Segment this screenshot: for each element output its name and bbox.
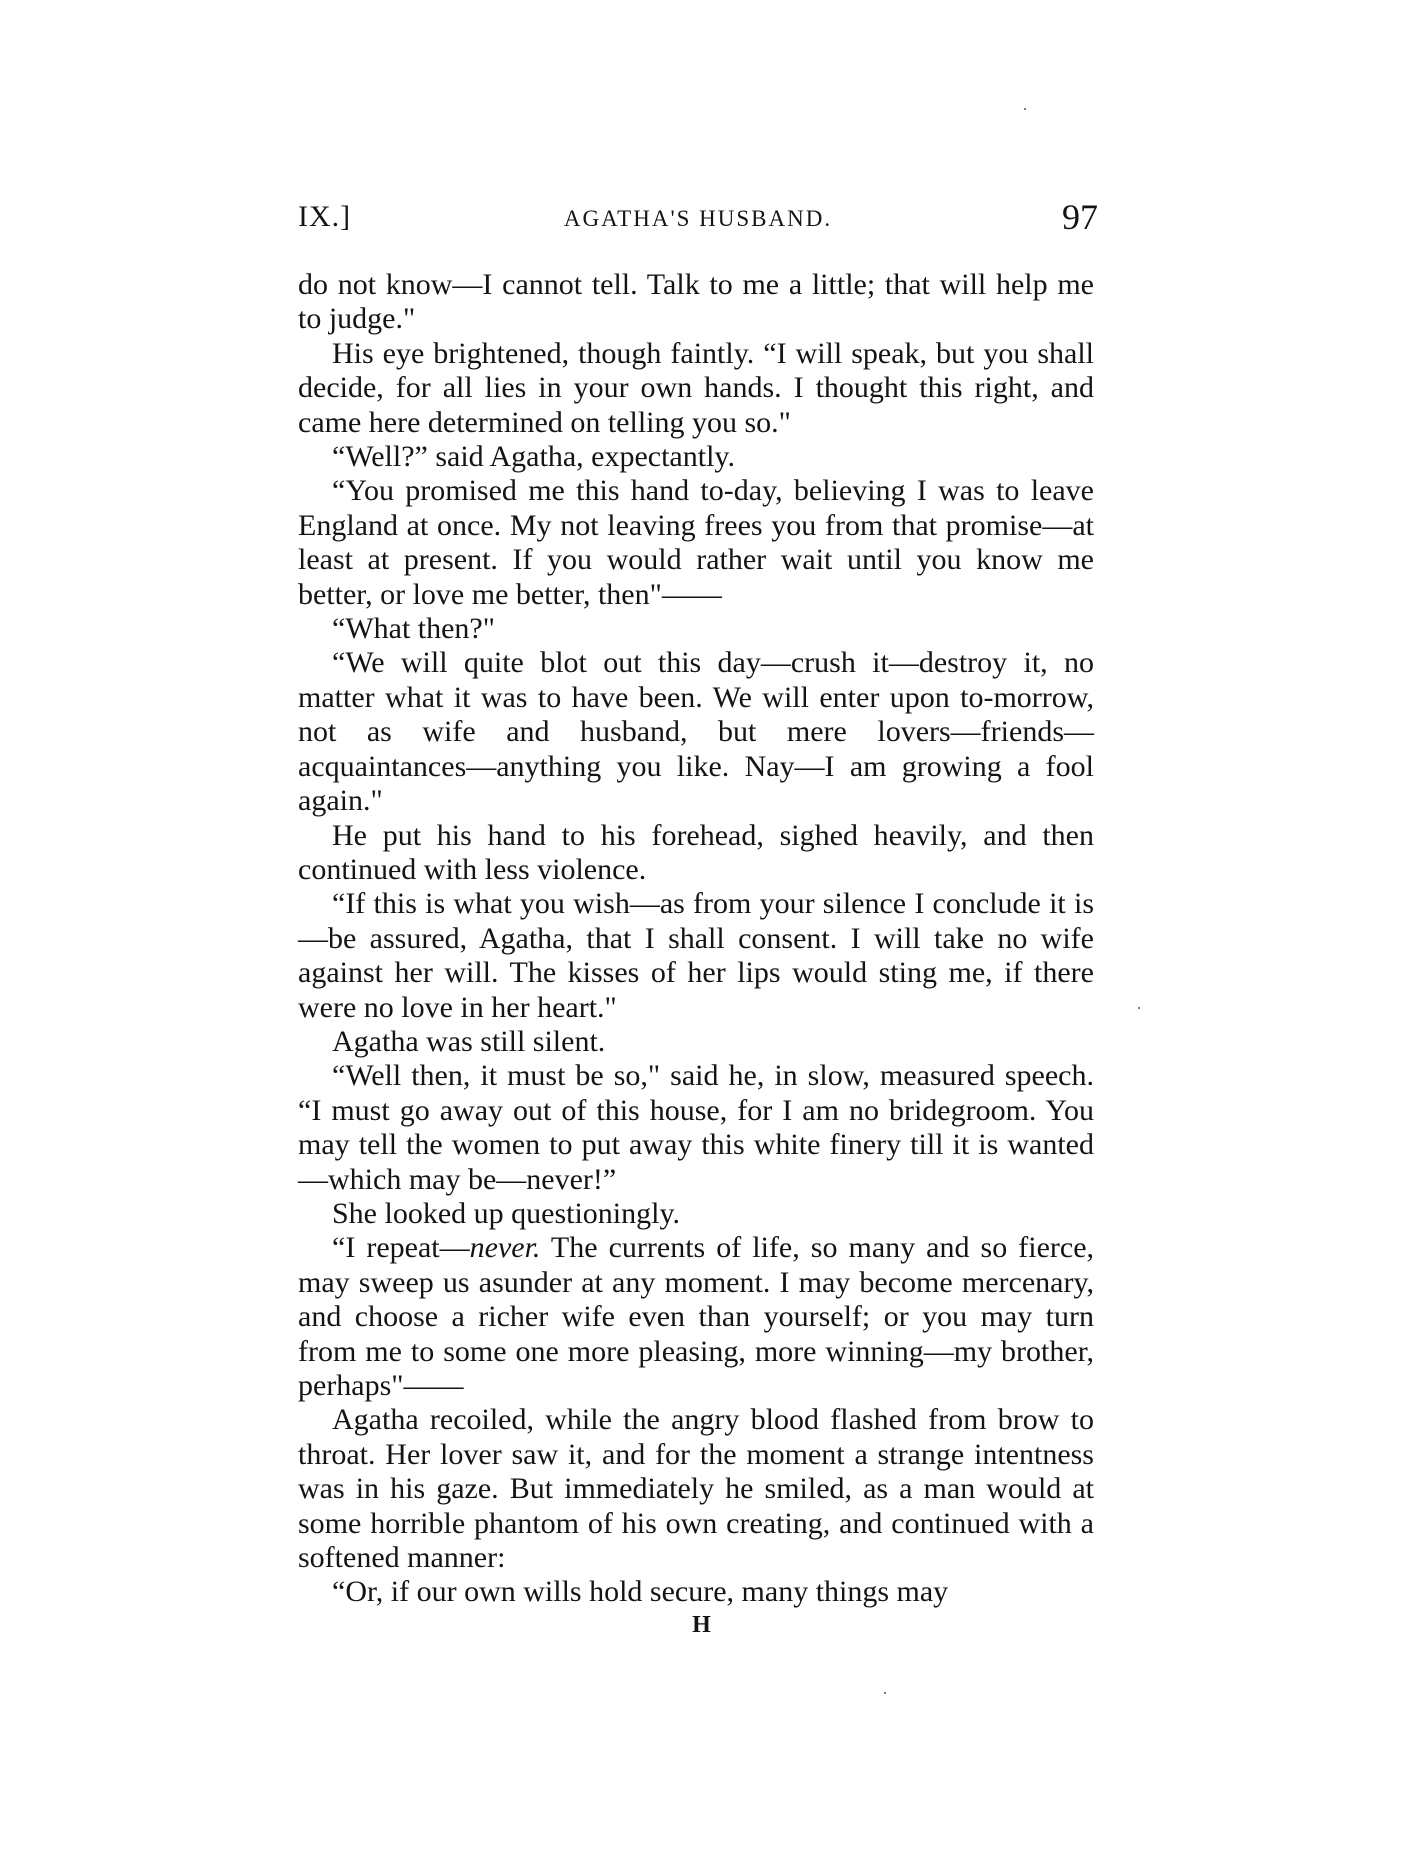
repeat-after: The currents of life, so many and so fierce, may sweep us asunder at any moment. I may become mercenary, and choose a richer wife even than yourself; or you may turn from me to some one more pleasing, more winning—my brother, perhaps"——: [298, 1231, 1095, 1402]
paragraph: His eye brightened, though faintly. “I will speak, but you shall decide, for all lies in your own hands. I thought this right, and came here determined on telling you so.": [298, 336, 1094, 439]
print-speck: [884, 1692, 886, 1694]
running-title: AGATHA'S HUSBAND.: [563, 206, 833, 231]
emphasis-never: never.: [469, 1231, 541, 1265]
chapter-marker: IX.]: [298, 200, 352, 233]
paragraph: “You promised me this hand to-day, believing I was to leave England at once. My not leaving frees you from that promise—at least at present. If you would rather wait until you know me better, or love me better, then"——: [298, 474, 1094, 611]
paragraph: She looked up questioningly.: [332, 1196, 681, 1230]
paragraph: “If this is what you wish—as from your silence I conclude it is—be assured, Agatha, that I shall consent. I will take no wife against her will. The kisses of her lips would sting me, if there were no love in her heart.": [298, 887, 1094, 1024]
repeat-before: “I repeat—: [332, 1231, 470, 1265]
paragraph: “Well?” said Agatha, expectantly.: [332, 440, 735, 474]
paragraph: do not know—I cannot tell. Talk to me a little; that will help me to judge.": [298, 268, 1094, 336]
print-speck: [1024, 108, 1026, 110]
paragraph: Agatha was still silent.: [332, 1024, 606, 1058]
print-speck: [1138, 1007, 1140, 1009]
running-header: [298, 198, 1098, 248]
paragraph: “Well then, it must be so," said he, in slow, measured speech. “I must go away out of this house, for I am no bridegroom. You may tell the women to put away this white finery till it is wanted—which may be—never!”: [298, 1059, 1094, 1196]
page-number: 97: [1062, 197, 1098, 237]
paragraph: “What then?": [332, 612, 495, 646]
signature-mark: H: [692, 1612, 711, 1638]
paragraph-repeat: [298, 1231, 1094, 1403]
paragraph: He put his hand to his forehead, sighed heavily, and then continued with less violence.: [298, 818, 1094, 886]
body-text: [298, 268, 1094, 1610]
paragraph: “We will quite blot out this day—crush it—destroy it, no matter what it was to have been. We will enter upon to-morrow, not as wife and husband, but mere lovers—friends—acquaintances—anything you like. Nay—I am growing a fool again.": [298, 646, 1094, 818]
paragraph: Agatha recoiled, while the angry blood flashed from brow to throat. Her lover saw it, and for the moment a strange intentness was in his gaze. But immediately he smiled, as a man would at some horrible phantom of his own creating, and continued with a softened manner:: [298, 1403, 1094, 1575]
paragraph: “Or, if our own wills hold secure, many things may: [332, 1575, 949, 1609]
